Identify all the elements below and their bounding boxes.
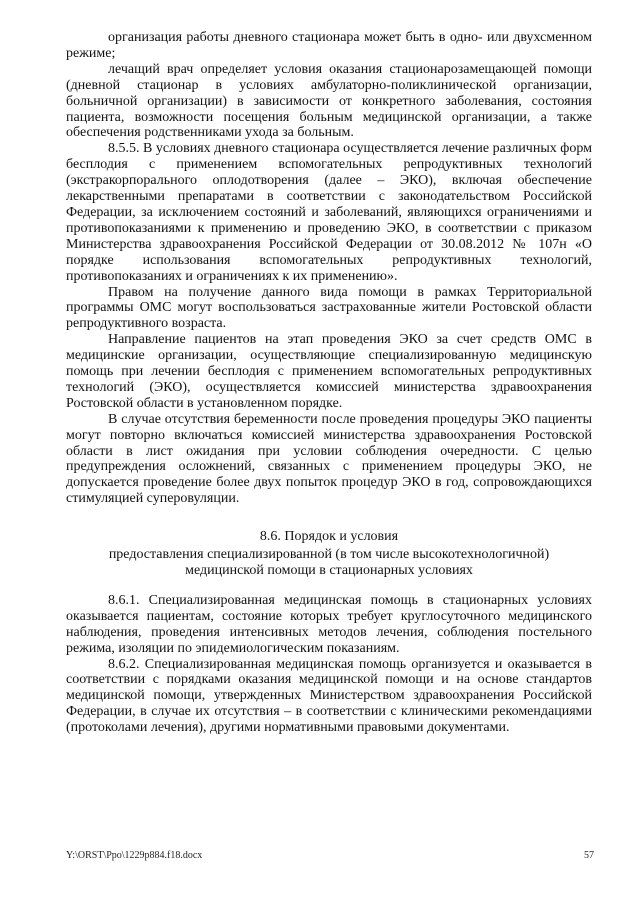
paragraph: 8.6.2. Специализированная медицинская помощь организуется и оказывается в соответствии с порядками оказания медицинской помощи и на основе стандартов медицинской помощи, утвержденных Министерством здравоохранения Российской Федерации, в случае их отсутствия – в соответствии с клиническими рекомендациями (протоколами лечения), другими нормативными правовыми документами. <box>66 656 592 736</box>
paragraph: Направление пациентов на этап проведения ЭКО за счет средств ОМС в медицинские организации, осуществляющие специализированную медицинскую помощь при лечении бесплодия с применением вспомогательных репродуктивных технологий (ЭКО), осуществляется комиссией министерства здравоохранения Ростовской области в установленном порядке. <box>66 332 592 411</box>
paragraph: лечащий врач определяет условия оказания стационарозамещающей помощи (дневной стационар в условиях амбулаторно-поликлинической организации, больничной организации) в зависимости от конкретного заболевания, состояния пациента, возможности посещения больным медицинской организации, а также обеспечения родственниками ухода за больным. <box>66 61 592 141</box>
paragraph: 8.6.1. Специализированная медицинская помощь в стационарных условиях оказывается пациентам, состояние которых требует круглосуточного медицинского наблюдения, проведения интенсивных методов лечения, соблюдения постельного режима, изоляции по эпидемиологическим показаниям. <box>66 592 592 656</box>
page-number: 57 <box>584 850 594 861</box>
document-body <box>66 30 592 736</box>
footer-file-path: Y:\ORST\Ppo\1229p884.f18.docx <box>66 850 203 861</box>
section-heading <box>66 529 592 579</box>
paragraph: организация работы дневного стационара может быть в одно- или двухсменном режиме; <box>66 30 592 61</box>
paragraph: Правом на получение данного вида помощи в рамках Территориальной программы ОМС могут воспользоваться застрахованные жители Ростовской области репродуктивного возраста. <box>66 284 592 332</box>
paragraph: 8.5.5. В условиях дневного стационара осуществляется лечение различных форм бесплодия с применением вспомогательных репродуктивных технологий (экстракорпорального оплодотворения (далее – ЭКО), включая обеспечение лекарственными препаратами в соответствии с законодательством Российской Федерации, за исключением состояний и заболеваний, являющихся ограничениями и противопоказаниями к применению и проведению ЭКО, в соответствии с приказом Министерства здравоохранения Российской Федерации от 30.08.2012 № 107н «О порядке использования вспомогательных репродуктивных технологий, противопоказаниях и ограничениях к их применению». <box>66 141 592 284</box>
section-subtitle-line: предоставления специализированной (в том числе высокотехнологичной) <box>108 547 550 563</box>
paragraph: В случае отсутствия беременности после проведения процедуры ЭКО пациенты могут повторно включаться комиссией министерства здравоохранения Ростовской области в лист ожидания при условии соблюдения очередности. С целью предупреждения осложнений, связанных с применением процедуры ЭКО, не допускается проведение более двух попыток процедур ЭКО в год, сопровождающихся стимуляцией суперовуляции. <box>66 411 592 507</box>
section-subtitle-line: медицинской помощи в стационарных условиях <box>185 563 473 578</box>
section-title: 8.6. Порядок и условия <box>259 529 399 545</box>
